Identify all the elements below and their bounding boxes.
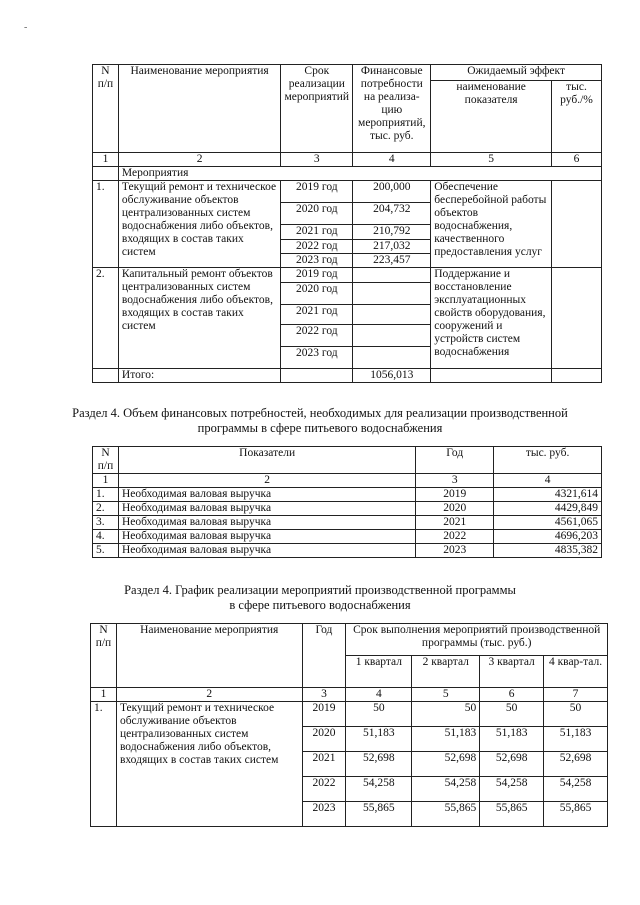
t3-year: 2020 [302,727,346,752]
t1-item-num: 2. [93,268,119,369]
t3-q3: 52,698 [480,752,544,777]
t2-year: 2023 [416,544,494,558]
t2-value: 4561,065 [494,516,602,530]
t2-header-year: Год [416,447,494,474]
t3-q1: 54,258 [346,777,412,802]
t1-item-amount: 204,732 [353,203,431,225]
t1-item-amount [353,283,431,305]
t1-colnum: 3 [281,153,353,167]
t2-header-value: тыс. руб. [494,447,602,474]
t1-item-amount [353,305,431,325]
t3-colnum: 5 [412,688,480,702]
t3-q1: 50 [346,702,412,727]
t3-q3: 54,258 [480,777,544,802]
t2-colnum: 2 [118,474,415,488]
t3-header-year: Год [302,624,346,688]
t3-header-period: Срок выполнения мероприятий производственной программы (тыс. руб.) [346,624,608,656]
t3-year: 2019 [302,702,346,727]
t1-item-amount: 217,032 [353,240,431,254]
table-row [91,702,608,727]
table-row [93,502,602,516]
t3-q2: 52,698 [412,752,480,777]
t3-header-name: Наименование мероприятия [116,624,302,688]
t1-item-amount [353,347,431,369]
section4-title: Раздел 4. Объем финансовых потребностей, необходимых для реализации производственной программы в сфере питьевого водоснабжения [72,406,568,435]
t1-item-year: 2023 год [281,254,353,268]
t1-item-effect: Обеспечение бесперебойной работы объектов водоснабжения, качественного предоставления услуг [431,181,552,268]
t1-item-year: 2019 год [281,181,353,203]
t3-header-q4: 4 квар-тал. [544,656,608,688]
t3-colnum: 1 [91,688,117,702]
table-row [93,488,602,502]
t3-q4: 54,258 [544,777,608,802]
t3-header-num: N п/п [91,624,117,688]
t1-item-num: 1. [93,181,119,268]
t3-header-q3: 3 квартал [480,656,544,688]
t2-year: 2021 [416,516,494,530]
t1-item-year: 2023 год [281,347,353,369]
t3-colnum: 6 [480,688,544,702]
t3-colnum: 7 [544,688,608,702]
t3-q4: 51,183 [544,727,608,752]
t1-item-name: Капитальный ремонт объектов централизованных систем водоснабжения либо объектов, входящих в состав таких систем [118,268,280,369]
t3-item-num: 1. [91,702,117,827]
t1-item-amount [353,268,431,283]
t1-item-year: 2022 год [281,240,353,254]
t1-colnum: 4 [353,153,431,167]
t3-q3: 51,183 [480,727,544,752]
t1-total-value: 1056,013 [353,369,431,383]
t2-header-indicator: Показатели [118,447,415,474]
measures-table [92,64,602,383]
t2-num: 5. [93,544,119,558]
t1-item-year: 2019 год [281,268,353,283]
t2-colnum: 1 [93,474,119,488]
t2-indicator: Необходимая валовая выручка [118,544,415,558]
t2-header-num: N п/п [93,447,119,474]
t1-item-year: 2022 год [281,325,353,347]
t2-value: 4696,203 [494,530,602,544]
t3-q4: 50 [544,702,608,727]
t1-item-year: 2020 год [281,203,353,225]
t3-header-q2: 2 квартал [412,656,480,688]
t1-item-year: 2020 год [281,283,353,305]
t3-year: 2021 [302,752,346,777]
t2-indicator: Необходимая валовая выручка [118,502,415,516]
t1-header-finance: Финансовые потребности на реализа-цию мероприятий, тыс. руб. [353,65,431,153]
t1-item-year: 2021 год [281,305,353,325]
t1-colnum: 2 [118,153,280,167]
t3-year: 2023 [302,802,346,827]
t1-section-label: Мероприятия [118,167,601,181]
t3-colnum: 2 [116,688,302,702]
table-row [93,530,602,544]
table-row [93,516,602,530]
t1-item-effect: Поддержание и восстановление эксплуатационных свойств оборудования, сооружений и устройств систем водоснабжения [431,268,552,369]
t2-value: 4321,614 [494,488,602,502]
t1-header-term: Срок реализации мероприятий [281,65,353,153]
t1-header-effect-name: наименование показателя [431,81,552,153]
t3-q4: 55,865 [544,802,608,827]
table-row [93,544,602,558]
t1-header-effect: Ожидаемый эффект [431,65,602,81]
t2-indicator: Необходимая валовая выручка [118,488,415,502]
revenue-table [92,446,602,558]
t3-q2: 50 [412,702,480,727]
t3-colnum: 3 [302,688,346,702]
t3-q3: 50 [480,702,544,727]
t1-colnum: 5 [431,153,552,167]
t3-q1: 52,698 [346,752,412,777]
t3-q1: 55,865 [346,802,412,827]
t3-q1: 51,183 [346,727,412,752]
t3-q2: 54,258 [412,777,480,802]
t3-colnum: 4 [346,688,412,702]
t1-total-label: Итого: [118,369,280,383]
t2-indicator: Необходимая валовая выручка [118,516,415,530]
t3-header-q1: 1 квартал [346,656,412,688]
t1-item-amount: 210,792 [353,225,431,240]
t2-num: 4. [93,530,119,544]
t2-indicator: Необходимая валовая выручка [118,530,415,544]
schedule-title: Раздел 4. График реализации мероприятий производственной программы в сфере питьевого водоснабжения [124,583,516,612]
t1-item-name: Текущий ремонт и техническое обслуживание объектов централизованных систем водоснабжения либо объектов, входящих в состав таких систем [118,181,280,268]
t1-header-num: N п/п [93,65,119,153]
t2-year: 2020 [416,502,494,516]
t2-year: 2022 [416,530,494,544]
t3-item-name: Текущий ремонт и техническое обслуживание объектов централизованных систем водоснабжения либо объектов, входящих в состав таких систем [116,702,302,827]
t2-value: 4835,382 [494,544,602,558]
t1-header-name: Наименование мероприятия [118,65,280,153]
t2-year: 2019 [416,488,494,502]
t1-item-amount [353,325,431,347]
page-corner-mark: - [24,22,28,33]
t1-item-amount: 223,457 [353,254,431,268]
t1-item-year: 2021 год [281,225,353,240]
t2-num: 2. [93,502,119,516]
t3-q2: 51,183 [412,727,480,752]
t1-colnum: 1 [93,153,119,167]
t3-q2: 55,865 [412,802,480,827]
t2-num: 3. [93,516,119,530]
t3-year: 2022 [302,777,346,802]
t2-colnum: 4 [494,474,602,488]
t1-colnum: 6 [552,153,602,167]
t1-header-effect-value: тыс. руб./% [552,81,602,153]
t3-q3: 55,865 [480,802,544,827]
t2-colnum: 3 [416,474,494,488]
t2-value: 4429,849 [494,502,602,516]
schedule-table [90,623,608,827]
t2-num: 1. [93,488,119,502]
t3-q4: 52,698 [544,752,608,777]
t1-item-amount: 200,000 [353,181,431,203]
